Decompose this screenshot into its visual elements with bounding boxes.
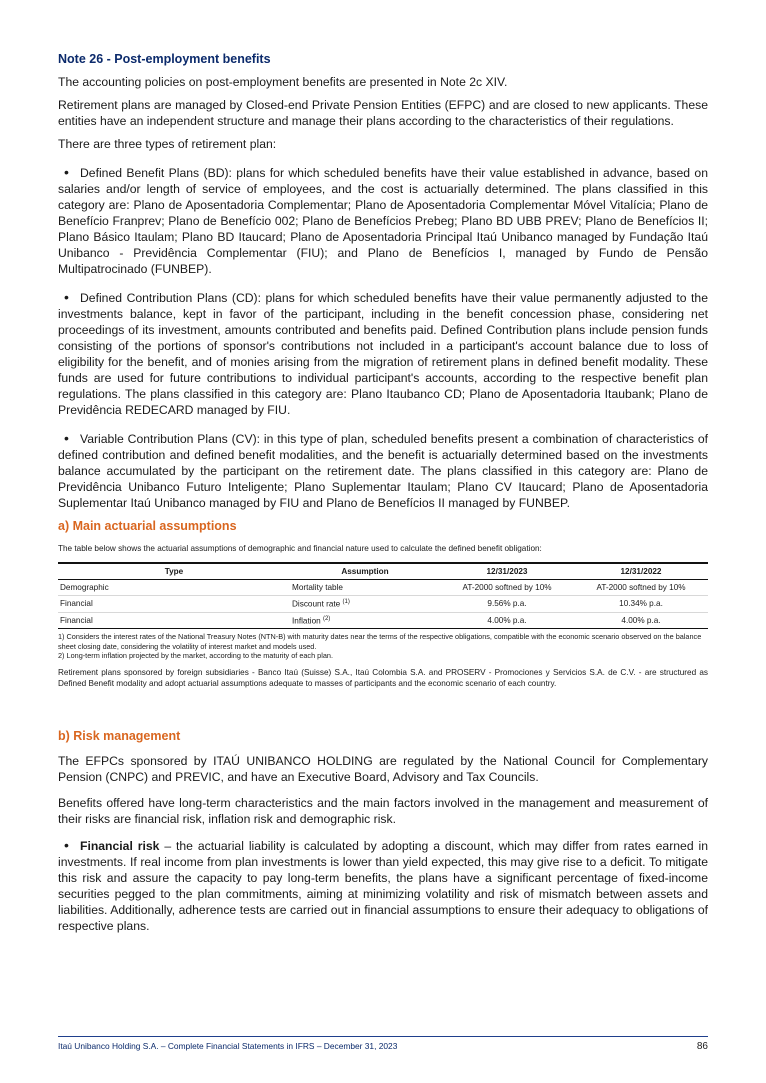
cell-assumption: Discount rate $^{(1)}$ [290, 596, 440, 613]
table-header-row [58, 563, 708, 580]
bullet-icon: • [64, 164, 69, 180]
cell-2023: AT-2000 softned by 10% [440, 580, 574, 596]
plan-type-text: Variable Contribution Plans (CV): in this type of plan, scheduled benefits present a combination of characteristics of defined contribution and defined benefit modalities, and the benefit is actuarially determined based on the investments balance accumulated by the participant on the retirement date. The plans classified in this category are: Plano de Previdência Unibanco Futuro Inteligente; Plano Suplementar Itaulam; Plano CV Itaucard; Plano de Aposentadoria Suplementar Itaú Unibanco managed by FIU and Plano de Benefícios II managed by FUNBEP. [58, 432, 708, 510]
bullet-icon: • [64, 836, 69, 853]
cell-type: Financial [58, 612, 290, 629]
page-footer [58, 1036, 708, 1052]
financial-risk-text: – the actuarial liability is calculated by adopting a discount, which may differ from rates earned in investments. If real income from plan investments is lower than yield expected, this may give rise to a deficit. To mitigate this risk and assure the capacity to pay long-term benefits, the plans have a significant percentage of fixed-income securities pegged to the plan commitments, aiming at minimizing volatility and risk of mismatch between assets and liabilities. Additionally, adherence tests are carried out in financial assumptions to ensure their adequacy to obligations of respective plans. [58, 838, 708, 933]
intro-paragraph: Retirement plans are managed by Closed-end Private Pension Entities (EFPC) and are closed to new applicants. These entities have an independent structure and manage their plans according to the characteristics of their regulations. [58, 98, 708, 128]
note-title: Note 26 - Post-employment benefits [58, 52, 271, 66]
footer-text: Itaú Unibanco Holding S.A. – Complete Financial Statements in IFRS – December 31, 2023 [58, 1041, 398, 1051]
plan-type-text: Defined Benefit Plans (BD): plans for which scheduled benefits have their value established in advance, based on salaries and/or length of service of employees, and the cost is actuarially determined. The plans classified in this category are: Plano de Aposentadoria Complementar; Plano de Aposentadoria Complementar Móvel Vitalícia; Plano de Benefício Franprev; Plano de Benefício 002; Plano de Benefícios Prebeg; Plano BD UBB PREV; Plano de Benefícios II; Plano Básico Itaulam; Plano BD Itaucard; Plano de Aposentadoria Principal Itaú Unibanco managed by Fundação Itaú Unibanco - Previdência Complementar (FIU); and Plano de Benefícios I, managed by Fundo de Pensão Multipatrocinado (FUNBEP). [58, 166, 708, 276]
risk-paragraph: Benefits offered have long-term characteristics and the main factors involved in the management and measurement of their risks are financial risk, inflation risk and demographic risk. [58, 795, 708, 826]
cell-2022: 10.34% p.a. [574, 596, 708, 613]
table-row [58, 596, 708, 613]
footnote-ref: (1) [342, 599, 350, 605]
plan-type-bd [58, 164, 708, 277]
financial-risk-label: Financial risk [80, 838, 160, 853]
cell-type: Financial [58, 596, 290, 613]
cell-type: Demographic [58, 580, 290, 596]
cell-assumption: Mortality table [290, 580, 440, 596]
plan-type-cd [58, 289, 708, 418]
table-intro: The table below shows the actuarial assumptions of demographic and financial nature used to calculate the defined benefit obligation: [58, 544, 542, 553]
risk-paragraph: The EFPCs sponsored by ITAÚ UNIBANCO HOLDING are regulated by the National Council for Complementary Pension (CNPC) and PREVIC, and have an Executive Board, Advisory and Tax Councils. [58, 753, 708, 784]
footnote-ref: (2) [322, 615, 331, 622]
intro-paragraph: The accounting policies on post-employment benefits are presented in Note 2c XIV. [58, 75, 508, 89]
cell-2022: 4.00% p.a. [574, 612, 708, 629]
col-assumption: Assumption [290, 563, 440, 580]
cell-2022: AT-2000 softned by 10% [574, 580, 708, 596]
plan-type-text: Defined Contribution Plans (CD): plans for which scheduled benefits have their value permanently adjusted to the investments balance, kept in favor of the participant, including in the benefit concession phase, considering net proceedings of its investment, amounts contributed and benefits paid. Defined Contribution plans include pension funds consisting of the portions of sponsor's contributions not included in a participant's account balance due to loss of eligibility for the benefit, and of monies arising from the migration of retirement plans in defined benefit modality. These funds are used for future contributions to individual participant's accounts, according to the respective benefit plan regulations. The plans classified in this category are: Plano Itaubanco CD; Plano de Aposentadoria Itaubank; Plano de Previdência REDECARD managed by FIU. [58, 291, 708, 417]
page-content [58, 52, 708, 944]
plan-type-cv [58, 430, 708, 511]
col-2023: 12/31/2023 [440, 563, 574, 580]
bullet-icon: • [64, 289, 69, 305]
bullet-icon: • [64, 430, 69, 446]
cell-2023: 4.00% p.a. [440, 612, 574, 629]
table-footnote: 2) Long-term inflation projected by the market, according to the maturity of each plan. [58, 651, 333, 661]
col-2022: 12/31/2022 [574, 563, 708, 580]
financial-risk-item [58, 837, 708, 934]
page-number: 86 [696, 1041, 708, 1052]
table-row [58, 612, 708, 629]
table-row [58, 580, 708, 596]
table-footnote: 1) Considers the interest rates of the National Treasury Notes (NTN-B) with maturity dates near the terms of the respective obligations, compatible with the economic scenario observed on the balance sheet closing date, considering the volatility of interest market and models used. [58, 632, 702, 651]
section-b-heading: b) Risk management [58, 728, 181, 743]
col-type: Type [58, 563, 290, 580]
intro-paragraph: There are three types of retirement plan: [58, 137, 277, 151]
assumptions-table [58, 562, 708, 629]
section-a-heading: a) Main actuarial assumptions [58, 519, 237, 533]
cell-2023: 9.56% p.a. [440, 596, 574, 613]
foreign-plans-note: Retirement plans sponsored by foreign subsidiaries - Banco Itaú (Suisse) S.A., Itaú Colombia S.A. and PROSERV - Promociones y Servicios S.A. de C.V. - are structured as Defined Benefit modality and adopt actuarial assumptions adequate to masses of participants and the economic scenario of each country. [58, 667, 708, 688]
cell-assumption: Inflation $^{(2)}$ [290, 612, 440, 629]
